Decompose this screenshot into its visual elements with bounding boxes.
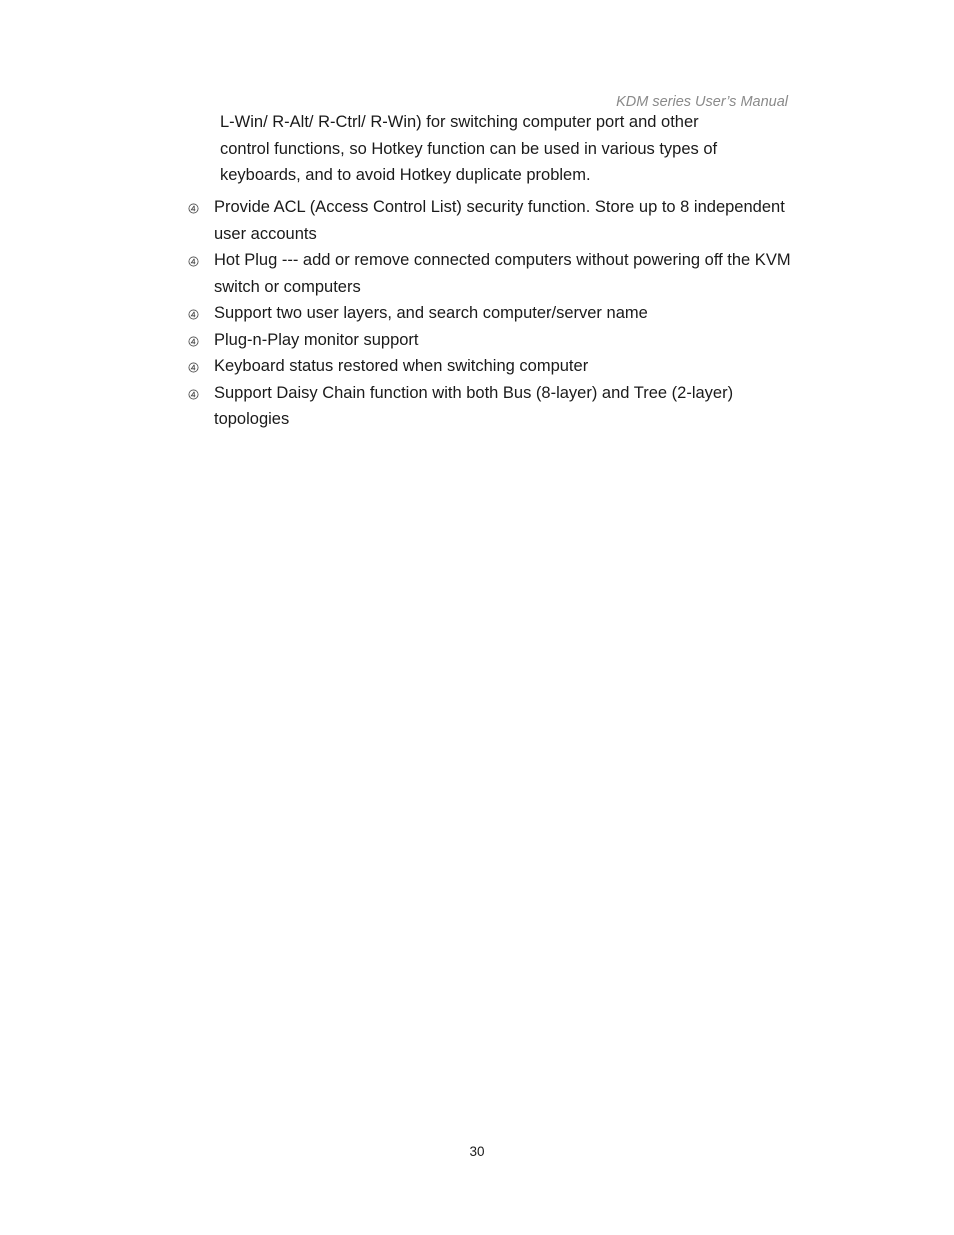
circled-four-icon xyxy=(188,362,199,373)
paragraph-line: control functions, so Hotkey function can be used in various types of xyxy=(220,139,718,158)
list-item xyxy=(188,247,808,300)
running-header: KDM series User’s Manual xyxy=(616,94,788,110)
list-item-text: Support two user layers, and search computer/server name xyxy=(214,304,648,322)
list-item xyxy=(188,380,808,433)
circled-four-icon xyxy=(188,256,199,267)
list-item xyxy=(188,194,808,247)
list-item-text: Keyboard status restored when switching computer xyxy=(214,357,589,375)
circled-four-icon xyxy=(188,389,199,400)
continued-paragraph xyxy=(220,109,800,189)
list-item-text: Hot Plug --- add or remove connected computers without powering off the KVM switch or computers xyxy=(214,251,791,296)
page-number: 30 xyxy=(469,1144,485,1159)
list-item xyxy=(188,327,808,354)
feature-list xyxy=(188,194,808,433)
list-item xyxy=(188,353,808,380)
circled-four-icon xyxy=(188,309,199,320)
paragraph-line: L-Win/ R-Alt/ R-Ctrl/ R-Win) for switching computer port and other xyxy=(220,113,699,131)
list-item-text: Support Daisy Chain function with both Bus (8-layer) and Tree (2-layer) topologies xyxy=(214,383,734,428)
list-item-text: Plug-n-Play monitor support xyxy=(214,330,419,349)
circled-four-icon xyxy=(188,336,199,347)
list-item xyxy=(188,300,808,327)
list-item-text: Provide ACL (Access Control List) security function. Store up to 8 independent user accounts xyxy=(214,198,785,243)
paragraph-line: keyboards, and to avoid Hotkey duplicate problem. xyxy=(220,166,591,184)
circled-four-icon xyxy=(188,203,199,214)
